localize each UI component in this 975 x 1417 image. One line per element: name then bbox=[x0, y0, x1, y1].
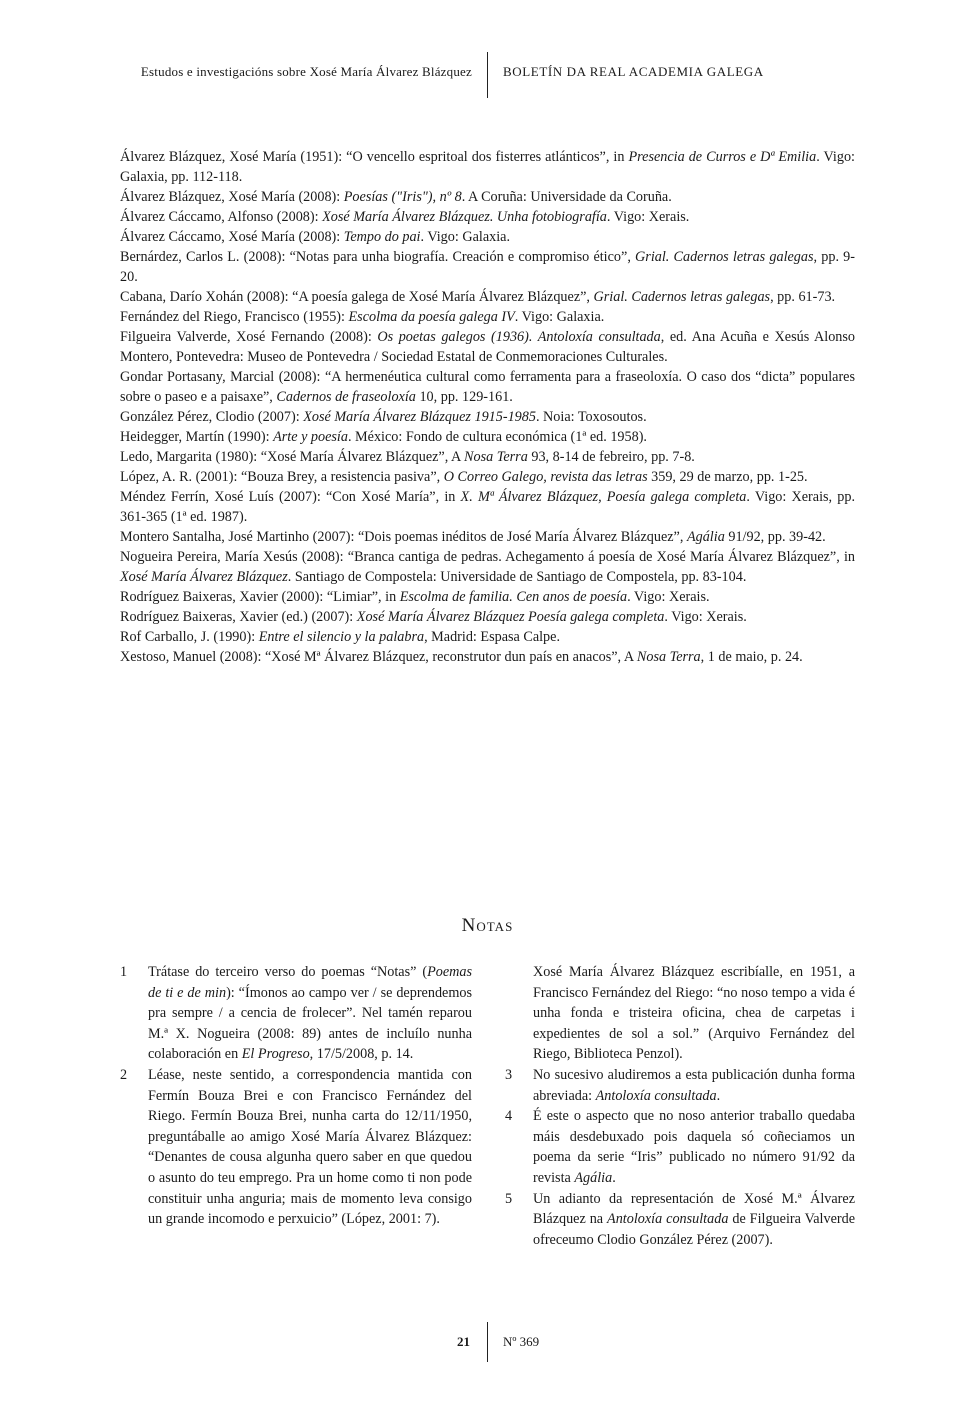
text-segment: . bbox=[612, 1169, 616, 1186]
text-segment: 91/92, pp. 39-42. bbox=[724, 529, 826, 545]
text-segment: Bernárdez, Carlos L. (2008): “Notas para unha biografía. Creación e compromiso ético”, bbox=[120, 249, 636, 265]
header-divider bbox=[487, 52, 488, 98]
italic-title: El Progreso bbox=[241, 1046, 310, 1063]
footnote bbox=[120, 1065, 472, 1230]
text-segment: Fernández del Riego, Francisco (1955): bbox=[120, 309, 349, 325]
text-segment: . Noia: Toxosoutos. bbox=[535, 409, 647, 425]
issue-number: Nº 369 bbox=[503, 1334, 540, 1349]
text-segment: Rodríguez Baixeras, Xavier (ed.) (2007): bbox=[120, 609, 357, 625]
text-segment: . México: Fondo de cultura económica (1ª ed. 1958). bbox=[347, 429, 647, 445]
text-segment: 93, 8-14 de febreiro, pp. 7-8. bbox=[527, 449, 695, 465]
bibliography-entry bbox=[120, 527, 855, 547]
bibliography-entry bbox=[120, 447, 855, 467]
text-segment: . Santiago de Compostela: Universidade de Santiago de Compostela, pp. 83-104. bbox=[287, 569, 747, 585]
text-segment: Álvarez Cáccamo, Alfonso (2008): bbox=[120, 209, 323, 225]
italic-title: O Correo Galego, revista das letras bbox=[443, 469, 648, 485]
footer-divider bbox=[487, 1322, 488, 1362]
italic-title: Cadernos de fraseoloxía bbox=[276, 389, 416, 405]
bibliography-entry bbox=[120, 247, 855, 287]
text-segment: Álvarez Blázquez, Xosé María (2008): bbox=[120, 189, 344, 205]
text-segment: , 1 de maio, p. 24. bbox=[700, 649, 803, 665]
italic-title: Grial. Cadernos letras galegas bbox=[593, 289, 771, 305]
italic-title: Nosa Terra bbox=[464, 449, 528, 465]
text-segment: Cabana, Darío Xohán (2008): “A poesía galega de Xosé María Álvarez Blázquez”, bbox=[120, 289, 594, 305]
text-segment: . Vigo: Xerais, pp. 361-365 (1ª ed. 1987). bbox=[120, 489, 855, 525]
italic-title: Poesías ("Iris"), nº 8 bbox=[343, 189, 462, 205]
text-segment: No sucesivo aludiremos a esta publicación dunha forma abreviada: bbox=[533, 1066, 855, 1104]
text-segment: . Vigo: Xerais. bbox=[627, 589, 710, 605]
text-segment: . Vigo: Xerais. bbox=[664, 609, 747, 625]
text-segment: Ledo, Margarita (1980): “Xosé María Álvarez Blázquez”, A bbox=[120, 449, 465, 465]
footnote-text bbox=[533, 1106, 855, 1188]
italic-title: Presencia de Curros e Dª Emilia bbox=[628, 149, 817, 165]
text-segment: Gondar Portasany, Marcial (2008): “A hermenéutica cultural como ferramenta para a fraseoloxía. O caso dos “dicta” populares sobre o paseo e a paisaxe”, bbox=[120, 369, 855, 405]
text-segment: López, A. R. (2001): “Bouza Brey, a resistencia pasiva”, bbox=[120, 469, 444, 485]
footnote bbox=[505, 1189, 855, 1251]
notes-column-left bbox=[120, 962, 472, 1230]
italic-title: Xosé María Álvarez Blázquez Poesía galega completa bbox=[356, 609, 665, 625]
bibliography-entry bbox=[120, 187, 855, 207]
bibliography-entry bbox=[120, 607, 855, 627]
italic-title: Tempo do pai bbox=[343, 229, 421, 245]
text-segment: Léase, neste sentido, a correspondencia mantida con Fermín Bouza Brei e con Francisco Fernández del Riego. Fermín Bouza Brei, nunha carta do 12/11/1950, preguntáballe ao amigo Xosé María Álvarez Blázquez: “Denantes de cousa algunha quero saber en que quedou o asunto do teu emprego. Pra un home como ti non pode constituir unha anguria; mais de momento leva consigo un grande incomodo e perxuicio” (López, 2001: 7). bbox=[148, 1066, 472, 1228]
bibliography-entry bbox=[120, 647, 855, 667]
bibliography-entry bbox=[120, 147, 855, 187]
text-segment: Xestoso, Manuel (2008): “Xosé Mª Álvarez Blázquez, reconstrutor dun país en anacos”, A bbox=[120, 649, 637, 665]
note-continuation: Xosé María Álvarez Blázquez escribíalle, en 1951, a Francisco Fernández del Riego: “no noso tempo a vida é unha fonda e tristeira oficina, chea de carpetas i expedientes de sol a sol.” (Arquivo Fernández del Riego, Biblioteca Penzol). bbox=[533, 964, 855, 1063]
footnote-number: 3 bbox=[505, 1066, 513, 1083]
text-segment: González Pérez, Clodio (2007): bbox=[120, 409, 304, 425]
text-segment: ): “Ímonos ao campo ver / se deprendemos pra sempre / a cencia de frolecer”. Nel tamén reparou M.ª X. Nogueira (2008: 89) antes de incluílo nunha colaboración en bbox=[148, 984, 472, 1063]
italic-title: Grial. Cadernos letras galegas bbox=[635, 249, 814, 265]
bibliography-entry bbox=[120, 467, 855, 487]
footnote-number: 4 bbox=[505, 1108, 513, 1125]
italic-title: Os poetas galegos (1936). Antoloxía consultada bbox=[377, 329, 661, 345]
running-header-journal: BOLETÍN DA REAL ACADEMIA GALEGA bbox=[503, 64, 764, 79]
text-segment: Rodríguez Baixeras, Xavier (2000): “Limiar”, in bbox=[120, 589, 400, 605]
text-segment: Montero Santalha, José Martinho (2007): “Dois poemas inéditos de José María Álvarez Blázquez”, bbox=[120, 529, 687, 545]
text-segment: É este o aspecto que no noso anterior traballo quedaba máis desdebuxado pois daquela só coñeciamos un poema da serie “Iris” publicado no número 91/92 da revista bbox=[533, 1108, 855, 1186]
footnote-text bbox=[533, 1189, 855, 1251]
text-segment: . Vigo: Galaxia, pp. 112-118. bbox=[120, 149, 855, 185]
text-segment: Álvarez Blázquez, Xosé María (1951): “O vencello espritoal dos fisterres atlánticos”, in bbox=[120, 149, 629, 165]
italic-title: Antoloxía consultada bbox=[607, 1211, 729, 1228]
text-segment: . Vigo: Xerais. bbox=[606, 209, 690, 225]
italic-title: Agália bbox=[574, 1169, 613, 1186]
text-segment: Méndez Ferrín, Xosé Luís (2007): “Con Xosé María”, in bbox=[120, 489, 461, 505]
bibliography-entry bbox=[120, 287, 855, 307]
notes-column-right bbox=[505, 962, 855, 1250]
italic-title: X. Mª Álvarez Blázquez, Poesía galega completa bbox=[460, 489, 747, 505]
footnote-text bbox=[148, 962, 472, 1065]
text-segment: Nogueira Pereira, María Xesús (2008): “Branca cantiga de pedras. Achegamento á poesía de Xosé María Álvarez Blázquez”, in bbox=[120, 549, 855, 565]
italic-title: Nosa Terra bbox=[636, 649, 701, 665]
running-header-title: Estudos e investigacións sobre Xosé María Álvarez Blázquez bbox=[140, 64, 472, 79]
italic-title: Escolma de familia. Cen anos de poesía bbox=[399, 589, 628, 605]
italic-title: Xosé María Álvarez Blázquez 1915-1985 bbox=[303, 409, 536, 425]
bibliography-entry bbox=[120, 587, 855, 607]
text-segment: Filgueira Valverde, Xosé Fernando (2008): bbox=[120, 329, 378, 345]
text-segment: , 17/5/2008, p. 14. bbox=[309, 1046, 414, 1063]
text-segment: Heidegger, Martín (1990): bbox=[120, 429, 274, 445]
text-segment: , pp. 9-20. bbox=[120, 249, 855, 285]
bibliography-entry bbox=[120, 227, 855, 247]
bibliography-entry bbox=[120, 367, 855, 407]
italic-title: Poemas de ti e de min bbox=[148, 964, 472, 1001]
text-segment: . bbox=[716, 1087, 721, 1104]
footnote bbox=[120, 962, 472, 1065]
text-segment: , Madrid: Espasa Calpe. bbox=[424, 629, 560, 645]
bibliography-entry bbox=[120, 327, 855, 367]
notes-heading: Notas bbox=[461, 915, 514, 936]
bibliography-entry bbox=[120, 407, 855, 427]
text-segment: 10, pp. 129-161. bbox=[415, 389, 513, 405]
italic-title: Agália bbox=[686, 529, 725, 545]
text-segment: Un adianto da representación de Xosé M.ª Álvarez Blázquez na bbox=[533, 1190, 855, 1228]
italic-title: Entre el silencio y la palabra bbox=[258, 629, 425, 645]
italic-title: Xosé María Álvarez Blázquez bbox=[120, 569, 288, 585]
text-segment: . A Coruña: Universidade da Coruña. bbox=[461, 189, 672, 205]
bibliography-list bbox=[120, 147, 855, 667]
text-segment: de Filgueira Valverde ofreceumo Clodio González Pérez (2007). bbox=[533, 1211, 855, 1248]
text-segment: . Vigo: Galaxia. bbox=[514, 309, 605, 325]
italic-title: Arte y poesía bbox=[273, 429, 348, 445]
footnote-number: 5 bbox=[505, 1190, 513, 1207]
bibliography-entry bbox=[120, 427, 855, 447]
bibliography-entry bbox=[120, 627, 855, 647]
text-segment: Rof Carballo, J. (1990): bbox=[120, 629, 259, 645]
text-segment: Álvarez Cáccamo, Xosé María (2008): bbox=[120, 229, 344, 245]
italic-title: Escolma da poesía galega IV bbox=[348, 309, 515, 325]
italic-title: Xosé María Álvarez Blázquez. Unha fotobiografía bbox=[322, 209, 607, 225]
text-segment: Trátase do terceiro verso do poemas “Notas” ( bbox=[148, 964, 428, 980]
footnote bbox=[505, 1065, 855, 1106]
footnote-text bbox=[533, 1065, 855, 1106]
text-segment: , ed. Ana Acuña e Xesús Alonso Montero, Pontevedra: Museo de Pontevedra / Sociedad Estatal de Conmemoraciones Culturales. bbox=[120, 329, 856, 365]
text-segment: 359, 29 de marzo, pp. 1-25. bbox=[647, 469, 808, 485]
bibliography-entry bbox=[120, 487, 855, 527]
italic-title: Antoloxía consultada bbox=[595, 1087, 717, 1104]
bibliography-entry bbox=[120, 207, 855, 227]
footnote-number: 1 bbox=[120, 964, 128, 980]
footnote bbox=[505, 1106, 855, 1188]
bibliography-entry bbox=[120, 307, 855, 327]
text-segment: . Vigo: Galaxia. bbox=[420, 229, 511, 245]
footnote-text bbox=[148, 1065, 472, 1230]
bibliography-entry bbox=[120, 547, 855, 587]
text-segment: , pp. 61-73. bbox=[770, 289, 836, 305]
page-number: 21 bbox=[457, 1334, 470, 1349]
footnote-number: 2 bbox=[120, 1066, 128, 1083]
